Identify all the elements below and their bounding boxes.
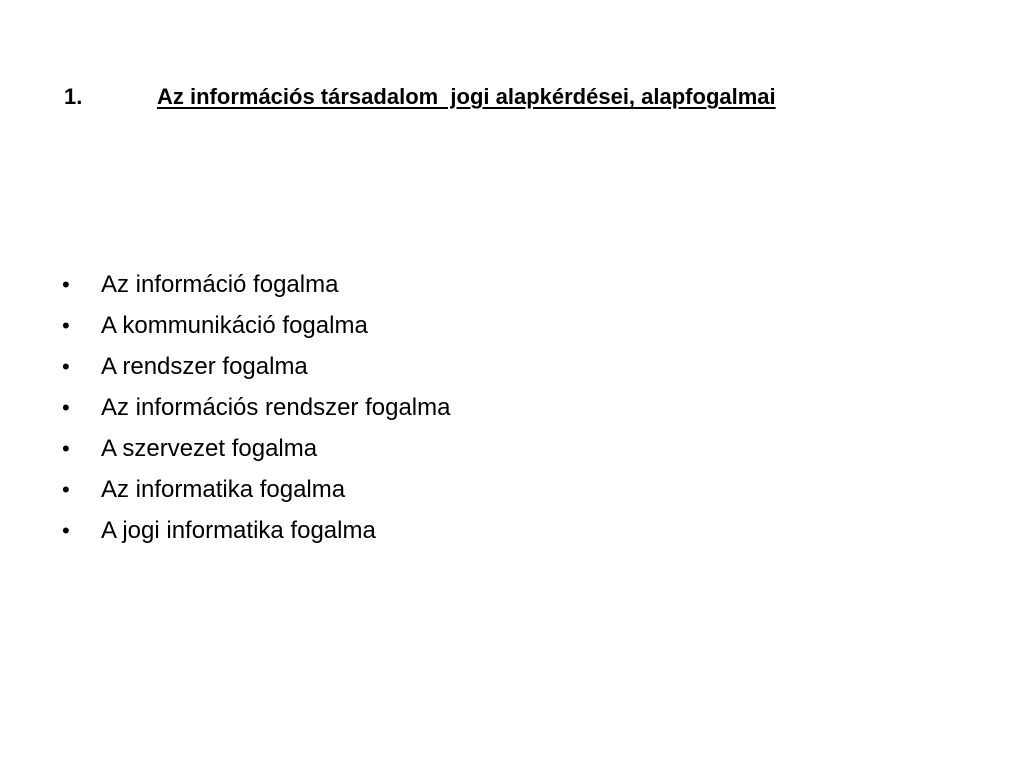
bullet-icon: • [62,395,70,420]
bullet-icon: • [62,436,70,461]
bullet-icon: • [62,477,70,502]
list-item-text: Az információ fogalma [101,271,339,298]
title-number: 1. [64,84,83,109]
slide-title [64,80,984,114]
bullet-icon: • [62,313,70,338]
list-item-text: A kommunikáció fogalma [101,312,368,339]
list-item-text: Az információs rendszer fogalma [101,394,451,421]
list-item-text: A szervezet fogalma [101,435,318,462]
title-text: Az információs társadalom jogi alapkérdései, alapfogalmai [157,84,776,109]
list-item-text: A jogi informatika fogalma [101,517,376,544]
bullet-icon: • [62,354,70,379]
bullet-icon: • [62,518,70,543]
list-item-text: Az informatika fogalma [101,476,346,503]
bullet-icon: • [62,272,70,297]
list-item-text: A rendszer fogalma [101,353,308,380]
